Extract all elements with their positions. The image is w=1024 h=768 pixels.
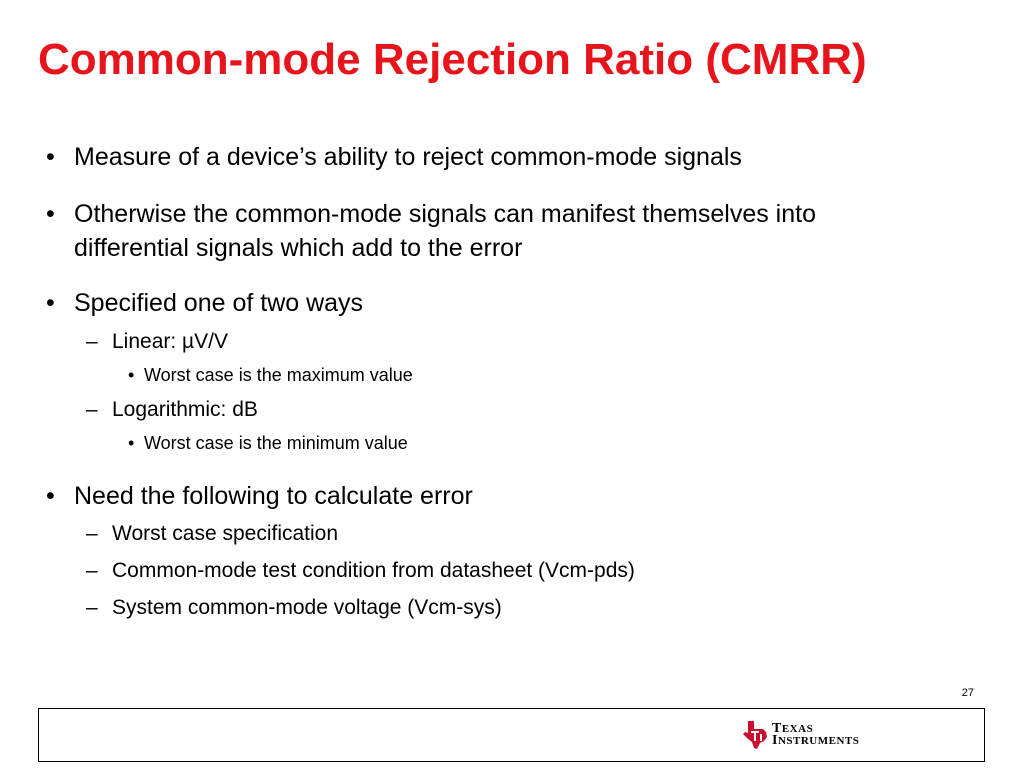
bullet-text: Otherwise the common-mode signals can manifest themselves into [74,200,816,228]
sub-bullet-text: System common-mode voltage (Vcm-sys) [112,596,502,619]
logo-wordmark [772,723,859,747]
logo-initial-1: T [772,721,782,736]
bullet-marker: • [46,143,55,171]
dash-marker: – [86,559,98,582]
sub-sub-bullet-text: Worst case is the minimum value [144,433,408,453]
logo-rest-1: EXAS [781,723,814,735]
ti-state-logo-icon [742,720,768,750]
slide-title: Common-mode Rejection Ratio (CMRR) [38,35,867,84]
bullet-text: Need the following to calculate error [74,482,473,510]
dash-marker: – [86,522,98,545]
bullet-text: Specified one of two ways [74,289,364,317]
logo-initial-2: I [772,733,778,748]
dash-marker: – [86,596,98,619]
bullet-marker: • [128,365,135,385]
bullet-text-continued: differential signals which add to the error [74,234,523,262]
sub-bullet-text: Linear: µV/V [112,330,228,353]
dash-marker: – [86,398,98,421]
slide-number: 27 [961,687,974,699]
sub-bullet-text: Logarithmic: dB [112,398,258,421]
dash-marker: – [86,330,98,353]
bullet-marker: • [46,200,55,228]
bullet-text: Measure of a device’s ability to reject common-mode signals [74,143,742,171]
sub-sub-bullet-text: Worst case is the maximum value [144,365,413,385]
sub-bullet-text: Worst case specification [112,522,339,545]
logo-line-2 [772,735,859,747]
ti-logo [742,718,859,752]
logo-line-1 [772,723,859,735]
bullet-marker: • [46,289,55,317]
bullet-marker: • [128,433,135,453]
sub-bullet-text: Common-mode test condition from datasheet (Vcm-pds) [112,559,635,582]
logo-rest-2: NSTRUMENTS [777,735,860,747]
bullet-marker: • [46,482,55,510]
